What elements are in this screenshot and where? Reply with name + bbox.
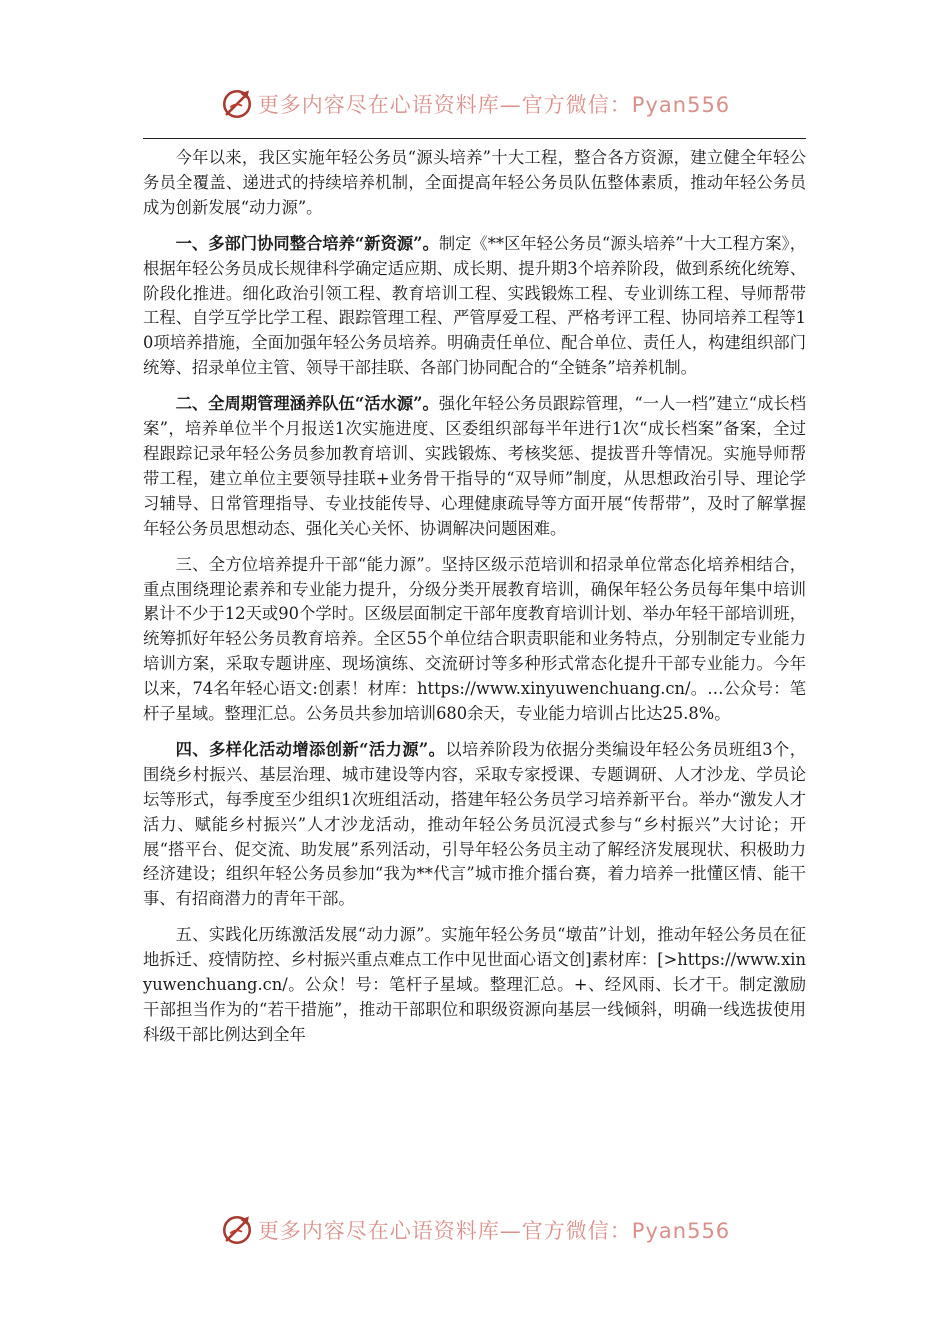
banner-text: 更多内容尽在心语资料库—官方微信：Pyan556 bbox=[257, 1219, 731, 1243]
banner-text: 更多内容尽在心语资料库—官方微信：Pyan556 bbox=[257, 93, 731, 117]
header-banner bbox=[0, 84, 950, 124]
pen-logo-icon bbox=[220, 1213, 254, 1247]
document-body bbox=[143, 146, 806, 1059]
section-heading: 四、多样化活动增添创新“活力源”。 bbox=[175, 739, 446, 759]
pen-logo-icon bbox=[220, 87, 254, 121]
paragraph-section-4: 四、多样化活动增添创新“活力源”。以培养阶段为依据分类编设年轻公务员班组3个，围绕乡村振兴、基层治理、城市建设等内容，采取专家授课、专题调研、人才沙龙、学员论坛等形式，每季度至少组织1次班组活动，搭建年轻公务员学习培养新平台。举办“激发人才活力、赋能乡村振兴”人才沙龙活动，推动年轻公务员沉浸式参与“乡村振兴”大讨论；开展“搭平台、促交流、助发展”系列活动，引导年轻公务员主动了解经济发展现状、积极助力经济建设；组织年轻公务员参加“我为**代言”城市推介擂台赛，着力培养一批懂区情、能干事、有招商潜力的青年干部。 bbox=[143, 739, 806, 909]
paragraph-section-1: 一、多部门协同整合培养“新资源”。制定《**区年轻公务员“源头培养”十大工程方案》，根据年轻公务员成长规律科学确定适应期、成长期、提升期3个培养阶段，做到系统化统筹、阶段化推进。细化政治引领工程、教育培训工程、实践锻炼工程、专业训练工程、导师帮带工程、自学互学比学工程、跟踪管理工程、严管厚爱工程、严格考评工程、协同培养工程等10项培养措施，全面加强年轻公务员培养。明确责任单位、配合单位、责任人，构建组织部门统筹、招录单位主管、领导干部挂联、各部门协同配合的“全链条”培养机制。 bbox=[143, 233, 806, 378]
paragraph-section-3: 三、全方位培养提升干部“能力源”。坚持区级示范培训和招录单位常态化培养相结合，重点围绕理论素养和专业能力提升，分级分类开展教育培训，确保年轻公务员每年集中培训累计不少于12天或90个学时。区级层面制定干部年度教育培训计划、举办年轻干部培训班，统筹抓好年轻公务员教育培养。全区55个单位结合职责职能和业务特点，分别制定专业能力培训方案，采取专题讲座、现场演练、交流研讨等多种形式常态化提升干部专业能力。今年以来，74名年轻心语文:创素！材库：https://www.xinyuwenchuang.cn/。…公众号：笔杆子星域。整理汇总。公务员共参加培训680余天，专业能力培训占比达25.8%。 bbox=[143, 554, 806, 724]
paragraph-section-5: 五、实践化历练激活发展“动力源”。实施年轻公务员“墩苗”计划，推动年轻公务员在征地拆迁、疫情防控、乡村振兴重点难点工作中见世面心语文创]素材库：[>https://www.xinyuwenchuang.cn/。公众！号：笔杆子星域。整理汇总。+、经风雨、长才干。制定激励干部担当作为的“若干措施”，推动干部职位和职级资源向基层一线倾斜，明确一线选拔使用科级干部比例达到全年 bbox=[143, 925, 806, 1044]
header-divider bbox=[143, 138, 806, 139]
footer-banner bbox=[0, 1210, 950, 1250]
paragraph-intro: 今年以来，我区实施年轻公务员“源头培养”十大工程，整合各方资源，建立健全年轻公务员全覆盖、递进式的持续培养机制，全面提高年轻公务员队伍整体素质，推动年轻公务员成为创新发展“动力源”。 bbox=[143, 148, 806, 217]
paragraph-section-2: 二、全周期管理涵养队伍“活水源”。强化年轻公务员跟踪管理，“一人一档”建立“成长档案”，培养单位半个月报送1次实施进度、区委组织部每半年进行1次“成长档案”备案，全过程跟踪记录年轻公务员参加教育培训、实践锻炼、考核奖惩、提拔晋升等情况。实施导师帮带工程，建立单位主要领导挂联+业务骨干指导的“双导师”制度，从思想政治引导、理论学习辅导、日常管理指导、专业技能传导、心理健康疏导等方面开展“传帮带”，及时了解掌握年轻公务员思想动态、强化关心关怀、协调解决问题困难。 bbox=[143, 394, 806, 538]
section-heading: 一、多部门协同整合培养“新资源”。 bbox=[175, 233, 439, 253]
section-heading: 二、全周期管理涵养队伍“活水源”。 bbox=[175, 394, 439, 414]
